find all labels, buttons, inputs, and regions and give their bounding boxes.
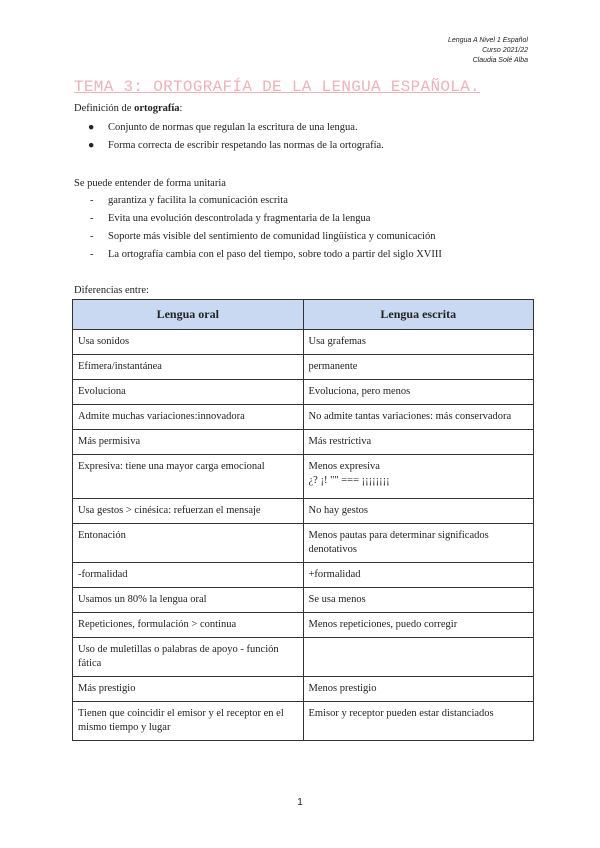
definition-suffix: : bbox=[179, 103, 183, 114]
cell-written: Menos pautas para determinar significados denotativos bbox=[303, 524, 534, 563]
cell-written: Más restrictiva bbox=[303, 430, 534, 455]
cell-oral: Evoluciona bbox=[73, 380, 304, 405]
table-row bbox=[73, 677, 534, 702]
cell-oral: Admite muchas variaciones:innovadora bbox=[73, 405, 304, 430]
cell-written: Evoluciona, pero menos bbox=[303, 380, 534, 405]
dash-text: Evita una evolución descontrolada y fragmentaria de la lengua bbox=[108, 213, 371, 224]
unitary-intro: Se puede entender de forma unitaria bbox=[74, 178, 226, 189]
table-row bbox=[73, 330, 534, 355]
cell-oral: Usamos un 80% la lengua oral bbox=[73, 588, 304, 613]
table-row bbox=[73, 638, 534, 677]
table-row bbox=[73, 405, 534, 430]
table-header-row bbox=[73, 300, 534, 330]
cell-oral: Más prestigio bbox=[73, 677, 304, 702]
cell-written: +formalidad bbox=[303, 563, 534, 588]
header-year: Curso 2021/22 bbox=[482, 47, 528, 54]
dash-item: - La ortografía cambia con el paso del tiempo, sobre todo a partir del siglo XVIII bbox=[90, 249, 442, 260]
dash-text: La ortografía cambia con el paso del tiempo, sobre todo a partir del siglo XVIII bbox=[108, 249, 442, 260]
cell-oral: -formalidad bbox=[73, 563, 304, 588]
cell-oral: Efímera/instantánea bbox=[73, 355, 304, 380]
cell-written: Usa grafemas bbox=[303, 330, 534, 355]
page-title: TEMA 3: ORTOGRAFÍA DE LA LENGUA ESPAÑOLA. bbox=[74, 78, 480, 96]
dash-text: Soporte más visible del sentimiento de comunidad lingüística y comunicación bbox=[108, 231, 436, 242]
table-row bbox=[73, 430, 534, 455]
cell-written: Menos repeticiones, puedo corregir bbox=[303, 613, 534, 638]
table-row bbox=[73, 355, 534, 380]
header-author: Claudia Solé Alba bbox=[472, 57, 528, 64]
bullet-item: ● Forma correcta de escribir respetando las normas de la ortografía. bbox=[88, 140, 384, 151]
definition-line bbox=[74, 102, 182, 116]
dash-item: - Evita una evolución descontrolada y fragmentaria de la lengua bbox=[90, 213, 371, 224]
cell-written: No admite tantas variaciones: más conservadora bbox=[303, 405, 534, 430]
cell-oral: Entonación bbox=[73, 524, 304, 563]
cell-oral: Repeticiones, formulación > continua bbox=[73, 613, 304, 638]
cell-oral: Uso de muletillas o palabras de apoyo - función fática bbox=[73, 638, 304, 677]
table-row bbox=[73, 563, 534, 588]
dash-item: - garantiza y facilita la comunicación escrita bbox=[90, 195, 288, 206]
cell-oral: Usa gestos > cinésica: refuerzan el mensaje bbox=[73, 499, 304, 524]
cell-written: permanente bbox=[303, 355, 534, 380]
document-header bbox=[448, 36, 528, 66]
cell-written: Emisor y receptor pueden estar distanciados bbox=[303, 702, 534, 741]
bullet-item: ● Conjunto de normas que regulan la escritura de una lengua. bbox=[88, 122, 358, 133]
cell-written: Menos expresiva ¿? ¡! "" === ¡¡¡¡¡¡¡¡ bbox=[303, 455, 534, 499]
cell-oral: Tienen que coincidir el emisor y el receptor en el mismo tiempo y lugar bbox=[73, 702, 304, 741]
table-row bbox=[73, 524, 534, 563]
page-number: 1 bbox=[297, 797, 303, 808]
comparison-table bbox=[72, 299, 534, 741]
cell-oral: Expresiva: tiene una mayor carga emocional bbox=[73, 455, 304, 499]
table-row bbox=[73, 613, 534, 638]
cell-written bbox=[303, 638, 534, 677]
header-course: Lengua A Nivel 1 Español bbox=[447, 37, 528, 44]
bullet-text: Conjunto de normas que regulan la escritura de una lengua. bbox=[108, 122, 358, 133]
table-row bbox=[73, 499, 534, 524]
definition-prefix: Definición de bbox=[74, 103, 135, 114]
cell-written: Menos prestigio bbox=[303, 677, 534, 702]
cell-oral: Más permisiva bbox=[73, 430, 304, 455]
header-written: Lengua escrita bbox=[303, 300, 534, 330]
cell-written: No hay gestos bbox=[303, 499, 534, 524]
table-row bbox=[73, 702, 534, 741]
dash-text: garantiza y facilita la comunicación escrita bbox=[108, 195, 288, 206]
cell-oral: Usa sonidos bbox=[73, 330, 304, 355]
cell-written: Se usa menos bbox=[303, 588, 534, 613]
header-oral: Lengua oral bbox=[73, 300, 304, 330]
dash-item: - Soporte más visible del sentimiento de comunidad lingüística y comunicación bbox=[90, 231, 436, 242]
bullet-text: Forma correcta de escribir respetando las normas de la ortografía. bbox=[108, 140, 384, 151]
table-row bbox=[73, 588, 534, 613]
table-row bbox=[73, 455, 534, 499]
diff-intro: Diferencias entre: bbox=[74, 285, 149, 296]
definition-term: ortografía bbox=[134, 103, 180, 114]
table-row bbox=[73, 380, 534, 405]
